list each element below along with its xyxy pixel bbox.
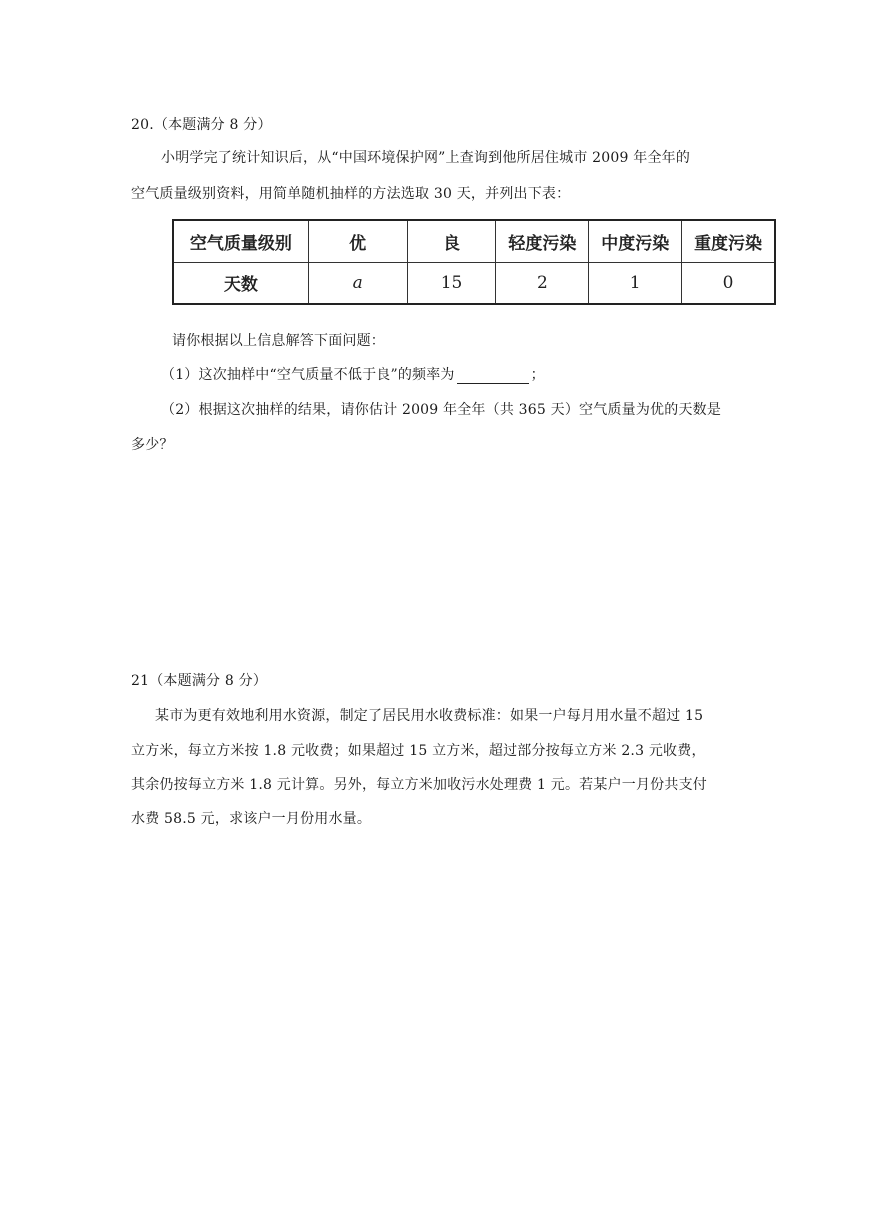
q20-intro-line2: 空气质量级别资料，用简单随机抽样的方法选取 30 天，并列出下表： [131,186,571,202]
table-row-label: 天数 [173,262,308,304]
table-cell: 15 [407,262,496,304]
table-header-cell: 重度污染 [682,220,775,262]
q20-part1 [161,364,545,384]
table-header-cell: 轻度污染 [496,220,589,262]
air-quality-table [172,219,776,305]
q20-header: 20.（本题满分 8 分） [131,117,272,133]
answer-blank [457,369,529,384]
q21-line3: 其余仍按每立方米 1.8 元计算。另外，每立方米加收污水处理费 1 元。若某户一月份共支付 [131,777,707,793]
table-cell: 0 [682,262,775,304]
table-row [173,262,775,304]
q20-part1-end: ； [530,367,545,383]
q20-intro-line1: 小明学完了统计知识后，从“中国环境保护网”上查询到他所居住城市 2009 年全年的 [161,150,691,166]
q20-part2-line2: 多少？ [131,437,174,453]
table-cell: a [308,262,407,304]
table-header-row [173,220,775,262]
q21-line2: 立方米，每立方米按 1.8 元收费；如果超过 15 立方米，超过部分按每立方米 2.3 元收费， [131,743,706,759]
q20-part1-text: （1）这次抽样中“空气质量不低于良”的频率为 [161,367,455,383]
table-header-cell: 良 [407,220,496,262]
q20-part2-line1: （2）根据这次抽样的结果，请你估计 2009 年全年（共 365 天）空气质量为优的天数是 [161,402,722,418]
table-cell: 2 [496,262,589,304]
table-cell: 1 [589,262,682,304]
q21-line1: 某市为更有效地利用水资源，制定了居民用水收费标准：如果一户每月用水量不超过 15 [155,708,704,724]
q21-header: 21（本题满分 8 分） [131,673,268,689]
table-header-cell: 优 [308,220,407,262]
q21-line4: 水费 58.5 元，求该户一月份用水量。 [131,811,372,827]
table-header-cell: 中度污染 [589,220,682,262]
q20-prompt: 请你根据以上信息解答下面问题： [172,333,385,349]
table-header-cell: 空气质量级别 [173,220,308,262]
